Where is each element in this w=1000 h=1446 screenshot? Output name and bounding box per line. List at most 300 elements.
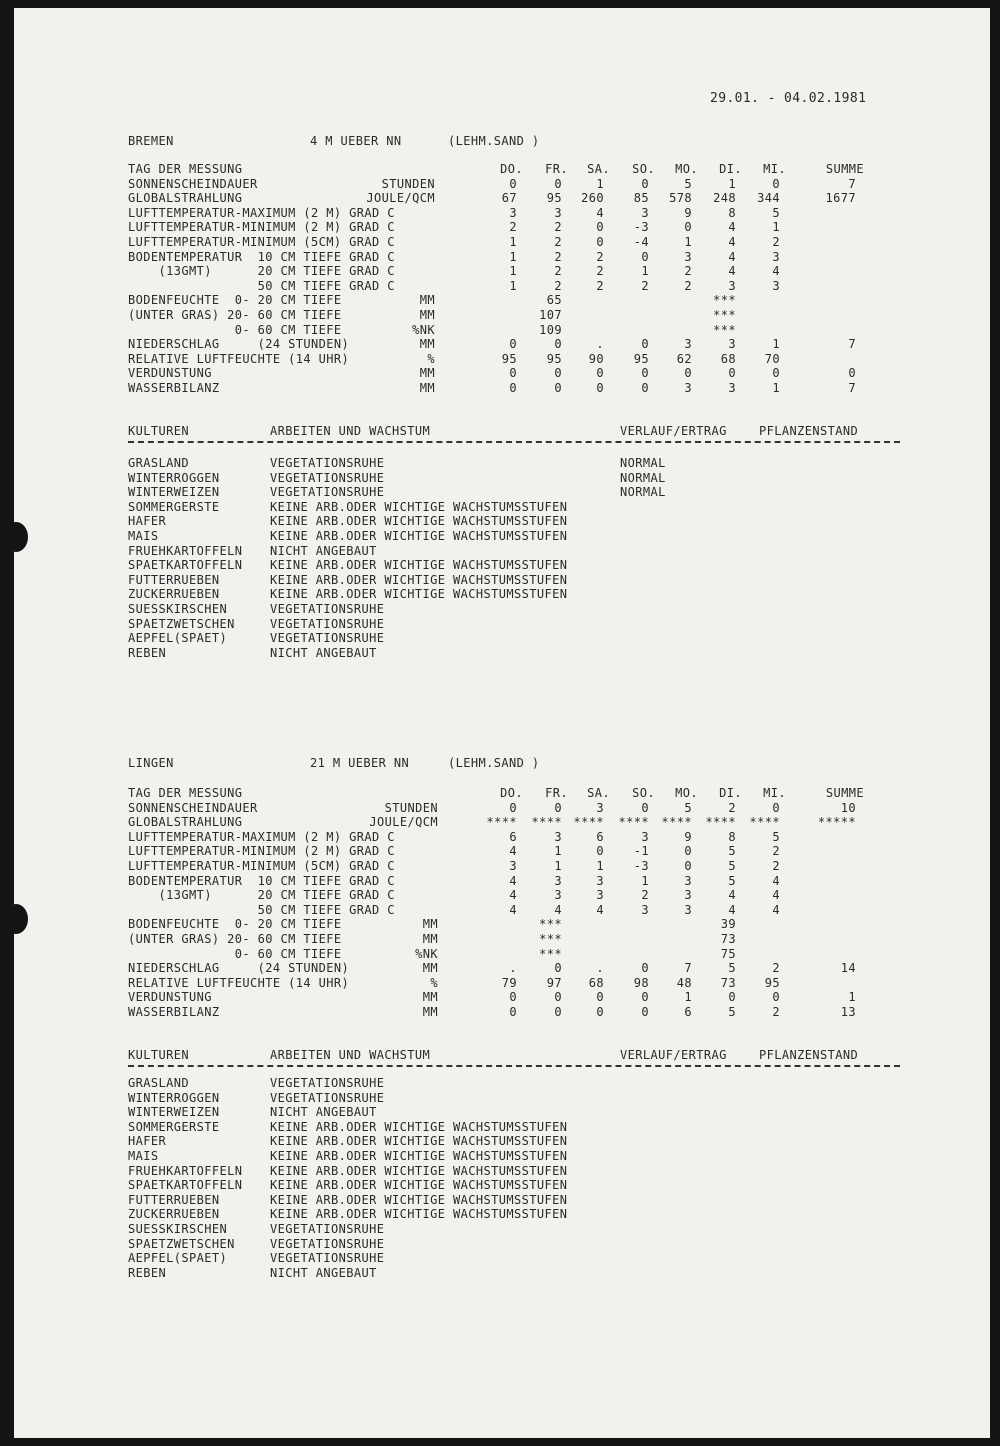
measure-value: 4: [596, 205, 604, 220]
crop-work: VEGETATIONSRUHE: [270, 1076, 385, 1090]
crop-name: WINTERROGGEN: [128, 470, 220, 485]
measure-value: 0: [641, 961, 649, 976]
crop-work: VEGETATIONSRUHE: [270, 1236, 385, 1251]
crop-name: SOMMERGERSTE: [128, 1119, 220, 1134]
measure-value: 1: [509, 264, 517, 279]
measure-value: 1: [596, 176, 604, 191]
crop-col-header: KULTUREN: [128, 424, 189, 438]
measure-value: 4: [554, 902, 562, 917]
measure-label: VERDUNSTUNG: [128, 990, 212, 1005]
measure-value: 90: [588, 351, 604, 366]
crop-name: FRUEHKARTOFFELN: [128, 543, 243, 558]
measure-value: 3: [509, 205, 517, 220]
measure-value: 4: [772, 888, 780, 903]
crop-name: GRASLAND: [128, 456, 189, 470]
sum-header: SUMME: [825, 162, 864, 176]
measure-value: 248: [713, 191, 736, 206]
measure-sum: 7: [848, 337, 856, 352]
crop-name: SPAETKARTOFFELN: [128, 558, 243, 573]
measure-value: 2: [554, 235, 562, 249]
measure-label: (UNTER GRAS) 20- 60 CM TIEFE: [128, 308, 342, 322]
measure-value: 4: [728, 902, 736, 917]
measure-label: BODENTEMPERATUR 10 CM TIEFE GRAD C: [128, 873, 395, 888]
measure-value: ****: [531, 815, 562, 830]
measure-value: 3: [684, 249, 692, 264]
measure-value: 2: [772, 844, 780, 859]
crop-name: SPAETKARTOFFELN: [128, 1178, 243, 1193]
measure-value: 0: [641, 176, 649, 191]
measure-value: 73: [720, 932, 736, 946]
measure-value: 0: [772, 990, 780, 1005]
measure-value: 0: [596, 844, 604, 859]
measure-value: 1: [509, 249, 517, 264]
crop-name: SPAETZWETSCHEN: [128, 616, 235, 631]
measure-unit: JOULE/QCM: [366, 191, 435, 206]
crop-col-header: ARBEITEN UND WACHSTUM: [270, 424, 431, 438]
measure-value: ***: [713, 293, 736, 308]
measure-value: 4: [509, 888, 517, 903]
crop-work: VEGETATIONSRUHE: [270, 602, 385, 616]
measure-value: 67: [501, 191, 517, 206]
measure-value: 4: [509, 902, 517, 917]
measure-sum: 1677: [825, 191, 856, 206]
measure-value: 85: [633, 191, 649, 206]
measure-value: 578: [669, 191, 692, 206]
measure-value: 3: [554, 205, 562, 220]
measure-value: 6: [596, 829, 604, 844]
measure-value: 5: [728, 844, 736, 859]
measure-value: ***: [539, 917, 562, 932]
crop-work: KEINE ARB.ODER WICHTIGE WACHSTUMSSTUFEN: [270, 1134, 568, 1149]
measure-sum: 14: [840, 961, 856, 976]
document-page: [14, 8, 990, 1438]
measure-label: LUFTTEMPERATUR-MAXIMUM (2 M) GRAD C: [128, 829, 395, 844]
measure-value: 0: [509, 381, 517, 395]
measure-value: 0: [728, 366, 736, 381]
measure-value: 2: [641, 888, 649, 903]
crop-name: MAIS: [128, 1149, 159, 1163]
measure-value: 2: [772, 1005, 780, 1019]
day-header: DI.: [719, 786, 742, 800]
crop-name: AEPFEL(SPAET): [128, 1251, 228, 1266]
measure-label: RELATIVE LUFTFEUCHTE (14 UHR): [128, 351, 350, 366]
measure-value: 95: [546, 191, 562, 206]
measure-label: SONNENSCHEINDAUER: [128, 800, 258, 815]
measure-value: 3: [684, 381, 692, 395]
measure-value: 0: [554, 800, 562, 815]
measure-value: 0: [596, 1005, 604, 1019]
day-header: MO.: [675, 162, 698, 176]
crop-name: SOMMERGERSTE: [128, 499, 220, 514]
crop-col-header: KULTUREN: [128, 1048, 189, 1062]
measure-unit: MM: [419, 366, 435, 381]
measure-value: 0: [641, 1005, 649, 1019]
measure-value: ****: [486, 815, 517, 830]
measure-value: 4: [728, 888, 736, 903]
measure-label: 50 CM TIEFE GRAD C: [128, 902, 395, 917]
measure-unit: MM: [422, 990, 438, 1005]
measure-value: 0: [509, 800, 517, 815]
measure-value: 2: [772, 235, 780, 249]
crop-name: WINTERWEIZEN: [128, 1105, 220, 1120]
measure-value: 0: [684, 220, 692, 235]
measure-value: 2: [596, 249, 604, 264]
measure-value: 95: [546, 351, 562, 366]
report-date: 29.01. - 04.02.1981: [710, 91, 867, 106]
dashed-separator: [128, 441, 900, 443]
sum-header: SUMME: [825, 786, 864, 800]
measure-value: -1: [633, 844, 649, 859]
measure-value: 5: [728, 873, 736, 888]
measure-label: LUFTTEMPERATUR-MINIMUM (5CM) GRAD C: [128, 235, 395, 249]
crop-work: KEINE ARB.ODER WICHTIGE WACHSTUMSSTUFEN: [270, 587, 568, 602]
measure-value: 2: [509, 220, 517, 235]
measure-label: TAG DER MESSUNG: [128, 162, 243, 176]
measure-value: 68: [588, 975, 604, 990]
crop-work: KEINE ARB.ODER WICHTIGE WACHSTUMSSTUFEN: [270, 1149, 568, 1163]
crop-name: FRUEHKARTOFFELN: [128, 1163, 243, 1178]
measure-value: 8: [728, 205, 736, 220]
measure-value: 0: [554, 366, 562, 381]
measure-unit: MM: [419, 308, 435, 322]
crop-work: VEGETATIONSRUHE: [270, 616, 385, 631]
measure-value: 1: [684, 990, 692, 1005]
measure-value: 4: [772, 902, 780, 917]
measure-value: 0: [641, 381, 649, 395]
measure-value: 73: [720, 975, 736, 990]
measure-value: 62: [676, 351, 692, 366]
crop-work: NICHT ANGEBAUT: [270, 543, 377, 558]
measure-unit: STUNDEN: [384, 800, 438, 815]
measure-value: 3: [728, 337, 736, 352]
crop-name: FUTTERRUEBEN: [128, 572, 220, 587]
measure-value: 109: [539, 322, 562, 337]
measure-value: 95: [633, 351, 649, 366]
measure-value: 0: [509, 1005, 517, 1019]
measure-value: 4: [728, 249, 736, 264]
measure-value: 0: [509, 990, 517, 1005]
measure-value: 2: [772, 961, 780, 976]
measure-value: 2: [554, 249, 562, 264]
measure-value: 2: [596, 264, 604, 279]
crop-status: NORMAL: [620, 485, 666, 500]
day-header: SA.: [587, 786, 610, 800]
measure-value: 0: [684, 859, 692, 873]
measure-value: 1: [554, 844, 562, 859]
crop-col-header: VERLAUF/ERTRAG: [620, 1048, 727, 1062]
crop-work: KEINE ARB.ODER WICHTIGE WACHSTUMSSTUFEN: [270, 514, 568, 529]
crop-name: HAFER: [128, 514, 167, 529]
measure-value: 9: [684, 205, 692, 220]
measure-value: 5: [772, 829, 780, 844]
measure-value: 2: [684, 278, 692, 293]
crop-work: VEGETATIONSRUHE: [270, 1222, 385, 1236]
measure-value: 1: [684, 235, 692, 249]
measure-value: -4: [633, 235, 649, 249]
measure-value: 5: [684, 800, 692, 815]
measure-unit: %: [427, 351, 435, 366]
measure-value: 68: [720, 351, 736, 366]
measure-value: 1: [509, 235, 517, 249]
station-soil: (LEHM.SAND ): [448, 134, 540, 148]
measure-value: ****: [705, 815, 736, 830]
measure-value: 4: [596, 902, 604, 917]
crop-name: REBEN: [128, 1265, 167, 1280]
measure-label: LUFTTEMPERATUR-MINIMUM (5CM) GRAD C: [128, 859, 395, 873]
measure-value: .: [509, 961, 517, 976]
crop-work: NICHT ANGEBAUT: [270, 1105, 377, 1120]
measure-value: 5: [728, 961, 736, 976]
measure-value: 3: [554, 829, 562, 844]
measure-value: 5: [684, 176, 692, 191]
measure-value: 2: [596, 278, 604, 293]
measure-value: 3: [554, 888, 562, 903]
day-header: SO.: [632, 162, 655, 176]
measure-value: 6: [509, 829, 517, 844]
crop-col-header: VERLAUF/ERTRAG: [620, 424, 727, 438]
day-header: SO.: [632, 786, 655, 800]
measure-label: LUFTTEMPERATUR-MINIMUM (2 M) GRAD C: [128, 844, 395, 859]
measure-value: 1: [596, 859, 604, 873]
punch-hole: [4, 522, 28, 552]
day-header: MI.: [763, 162, 786, 176]
measure-value: 0: [554, 381, 562, 395]
crop-work: KEINE ARB.ODER WICHTIGE WACHSTUMSSTUFEN: [270, 529, 568, 543]
day-header: DO.: [500, 162, 523, 176]
measure-value: 0: [554, 176, 562, 191]
measure-value: 107: [539, 308, 562, 322]
measure-value: .: [596, 961, 604, 976]
measure-label: VERDUNSTUNG: [128, 366, 212, 381]
measure-sum: 7: [848, 176, 856, 191]
measure-unit: JOULE/QCM: [369, 815, 438, 830]
crop-name: SPAETZWETSCHEN: [128, 1236, 235, 1251]
measure-label: GLOBALSTRAHLUNG: [128, 815, 243, 830]
measure-value: 2: [554, 220, 562, 235]
measure-value: 6: [684, 1005, 692, 1019]
crop-name: GRASLAND: [128, 1076, 189, 1090]
measure-label: SONNENSCHEINDAUER: [128, 176, 258, 191]
crop-work: VEGETATIONSRUHE: [270, 631, 385, 646]
crop-name: ZUCKERRUEBEN: [128, 1207, 220, 1222]
measure-value: 260: [581, 191, 604, 206]
measure-value: 3: [596, 800, 604, 815]
crop-name: WINTERROGGEN: [128, 1090, 220, 1105]
measure-value: 0: [509, 337, 517, 352]
measure-unit: %NK: [415, 946, 438, 961]
day-header: SA.: [587, 162, 610, 176]
measure-value: 3: [684, 888, 692, 903]
measure-value: 0: [554, 990, 562, 1005]
measure-value: 7: [684, 961, 692, 976]
measure-label: (13GMT) 20 CM TIEFE GRAD C: [128, 264, 395, 279]
measure-sum: 10: [840, 800, 856, 815]
measure-value: 95: [501, 351, 517, 366]
measure-value: 3: [684, 902, 692, 917]
measure-unit: STUNDEN: [381, 176, 435, 191]
crop-work: KEINE ARB.ODER WICHTIGE WACHSTUMSSTUFEN: [270, 572, 568, 587]
measure-value: 0: [596, 990, 604, 1005]
crop-name: REBEN: [128, 645, 167, 660]
measure-sum: 1: [848, 990, 856, 1005]
measure-value: 4: [772, 264, 780, 279]
measure-label: LUFTTEMPERATUR-MINIMUM (2 M) GRAD C: [128, 220, 395, 235]
measure-label: BODENFEUCHTE 0- 20 CM TIEFE: [128, 293, 342, 308]
measure-value: 4: [509, 844, 517, 859]
measure-sum: 7: [848, 381, 856, 395]
measure-value: .: [596, 337, 604, 352]
station-name: BREMEN: [128, 134, 174, 148]
measure-unit: %NK: [412, 322, 435, 337]
crop-work: KEINE ARB.ODER WICHTIGE WACHSTUMSSTUFEN: [270, 1163, 568, 1178]
measure-value: 1: [772, 337, 780, 352]
measure-label: 0- 60 CM TIEFE: [128, 946, 342, 961]
crop-name: AEPFEL(SPAET): [128, 631, 228, 646]
measure-label: (UNTER GRAS) 20- 60 CM TIEFE: [128, 932, 342, 946]
measure-value: ***: [713, 322, 736, 337]
measure-value: 0: [772, 176, 780, 191]
measure-value: 3: [596, 888, 604, 903]
crop-name: SUESSKIRSCHEN: [128, 1222, 228, 1236]
measure-value: 1: [772, 381, 780, 395]
measure-unit: MM: [422, 961, 438, 976]
measure-value: 8: [728, 829, 736, 844]
measure-value: 5: [728, 859, 736, 873]
measure-value: 0: [728, 990, 736, 1005]
crop-work: KEINE ARB.ODER WICHTIGE WACHSTUMSSTUFEN: [270, 1207, 568, 1222]
measure-value: 98: [633, 975, 649, 990]
measure-value: 2: [728, 800, 736, 815]
measure-value: 4: [728, 220, 736, 235]
measure-label: BODENTEMPERATUR 10 CM TIEFE GRAD C: [128, 249, 395, 264]
crop-work: KEINE ARB.ODER WICHTIGE WACHSTUMSSTUFEN: [270, 1192, 568, 1207]
crop-work: KEINE ARB.ODER WICHTIGE WACHSTUMSSTUFEN: [270, 558, 568, 573]
crop-work: VEGETATIONSRUHE: [270, 485, 385, 500]
measure-value: 65: [546, 293, 562, 308]
measure-value: 0: [641, 366, 649, 381]
measure-value: 1: [554, 859, 562, 873]
crop-name: HAFER: [128, 1134, 167, 1149]
measure-value: 0: [554, 337, 562, 352]
measure-value: 3: [684, 873, 692, 888]
measure-value: 0: [596, 366, 604, 381]
measure-value: 0: [596, 381, 604, 395]
measure-value: 4: [728, 264, 736, 279]
measure-value: 0: [641, 800, 649, 815]
measure-value: 48: [676, 975, 692, 990]
crop-work: KEINE ARB.ODER WICHTIGE WACHSTUMSSTUFEN: [270, 499, 568, 514]
measure-value: 79: [501, 975, 517, 990]
measure-value: 3: [728, 381, 736, 395]
measure-value: 3: [596, 873, 604, 888]
measure-label: TAG DER MESSUNG: [128, 786, 243, 800]
measure-unit: MM: [419, 337, 435, 352]
dashed-separator: [128, 1065, 900, 1067]
station-soil: (LEHM.SAND ): [448, 756, 540, 770]
measure-value: 0: [554, 1005, 562, 1019]
measure-value: 1: [728, 176, 736, 191]
day-header: MO.: [675, 786, 698, 800]
measure-value: 3: [684, 337, 692, 352]
day-header: MI.: [763, 786, 786, 800]
measure-unit: MM: [419, 381, 435, 395]
measure-value: 2: [772, 859, 780, 873]
measure-unit: MM: [422, 932, 438, 946]
measure-value: 1: [641, 873, 649, 888]
measure-value: 5: [772, 205, 780, 220]
crop-work: KEINE ARB.ODER WICHTIGE WACHSTUMSSTUFEN: [270, 1178, 568, 1193]
measure-label: NIEDERSCHLAG (24 STUNDEN): [128, 337, 350, 352]
measure-value: 0: [509, 366, 517, 381]
measure-value: 2: [641, 278, 649, 293]
crop-col-header: ARBEITEN UND WACHSTUM: [270, 1048, 431, 1062]
measure-sum: 0: [848, 366, 856, 381]
measure-sum: *****: [817, 815, 856, 830]
measure-value: ***: [713, 308, 736, 322]
crop-name: MAIS: [128, 529, 159, 543]
measure-value: 3: [641, 902, 649, 917]
day-header: FR.: [545, 786, 568, 800]
measure-value: 3: [772, 249, 780, 264]
station-elevation: 21 M UEBER NN: [310, 756, 410, 770]
measure-value: 3: [728, 278, 736, 293]
crop-work: NICHT ANGEBAUT: [270, 645, 377, 660]
measure-unit: MM: [422, 917, 438, 932]
measure-value: 0: [772, 366, 780, 381]
measure-label: NIEDERSCHLAG (24 STUNDEN): [128, 961, 350, 976]
measure-value: 3: [509, 859, 517, 873]
crop-name: SUESSKIRSCHEN: [128, 602, 228, 616]
crop-name: FUTTERRUEBEN: [128, 1192, 220, 1207]
crop-name: WINTERWEIZEN: [128, 485, 220, 500]
measure-value: 0: [554, 961, 562, 976]
measure-value: 9: [684, 829, 692, 844]
punch-hole: [4, 904, 28, 934]
measure-label: RELATIVE LUFTFEUCHTE (14 UHR): [128, 975, 350, 990]
measure-value: 0: [641, 990, 649, 1005]
crop-work: VEGETATIONSRUHE: [270, 470, 385, 485]
crop-work: VEGETATIONSRUHE: [270, 456, 385, 470]
measure-value: 3: [641, 829, 649, 844]
measure-value: 3: [641, 205, 649, 220]
measure-value: 2: [554, 264, 562, 279]
measure-value: 3: [554, 873, 562, 888]
measure-value: 5: [728, 1005, 736, 1019]
measure-unit: MM: [422, 1005, 438, 1019]
measure-value: ****: [618, 815, 649, 830]
measure-unit: MM: [419, 293, 435, 308]
measure-label: (13GMT) 20 CM TIEFE GRAD C: [128, 888, 395, 903]
measure-sum: 13: [840, 1005, 856, 1019]
station-name: LINGEN: [128, 756, 174, 770]
measure-value: 4: [509, 873, 517, 888]
measure-label: LUFTTEMPERATUR-MAXIMUM (2 M) GRAD C: [128, 205, 395, 220]
measure-value: 1: [641, 264, 649, 279]
crop-status: NORMAL: [620, 470, 666, 485]
crop-work: VEGETATIONSRUHE: [270, 1090, 385, 1105]
day-header: FR.: [545, 162, 568, 176]
measure-value: -3: [633, 220, 649, 235]
measure-value: 95: [764, 975, 780, 990]
measure-value: 3: [772, 278, 780, 293]
measure-value: 75: [720, 946, 736, 961]
measure-value: 0: [596, 235, 604, 249]
measure-value: 0: [641, 337, 649, 352]
crop-work: KEINE ARB.ODER WICHTIGE WACHSTUMSSTUFEN: [270, 1119, 568, 1134]
measure-value: ***: [539, 932, 562, 946]
measure-label: WASSERBILANZ: [128, 381, 220, 395]
measure-label: BODENFEUCHTE 0- 20 CM TIEFE: [128, 917, 342, 932]
